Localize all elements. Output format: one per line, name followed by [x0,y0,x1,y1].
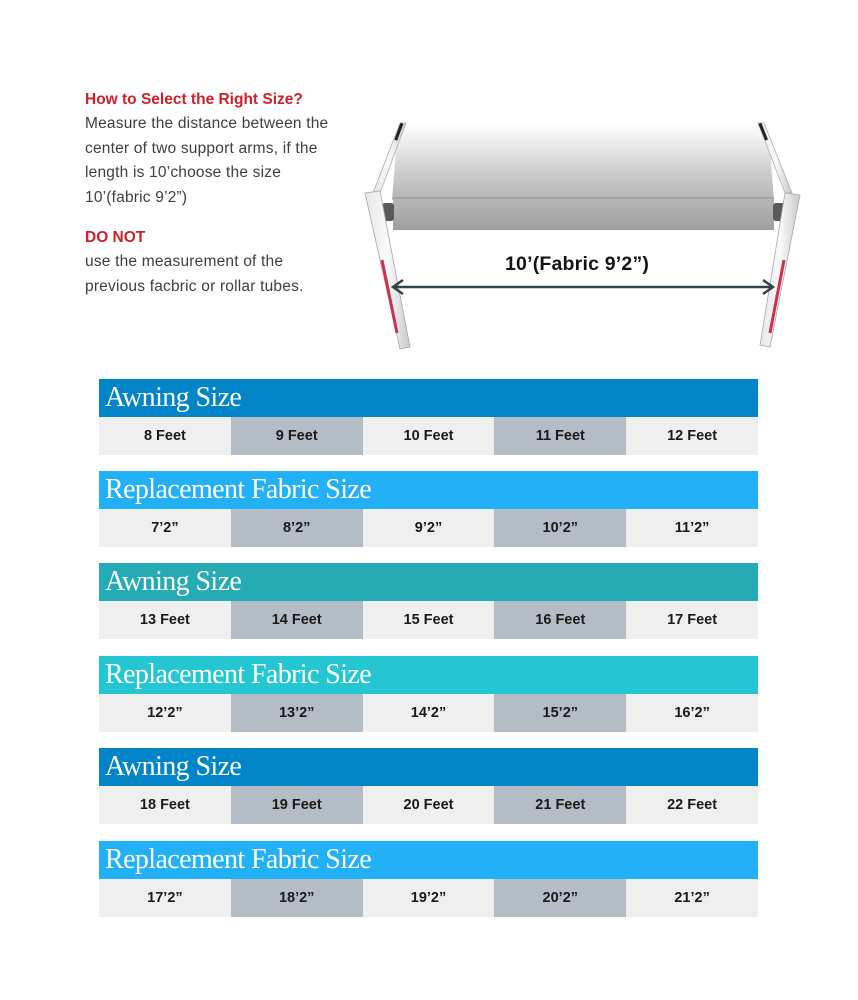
size-cell: 18 Feet [99,786,231,824]
fabric-size-table-1 [99,471,758,547]
awning-size-row [99,601,758,639]
size-cell: 19 Feet [231,786,363,824]
size-cell: 10’2” [494,509,626,547]
size-cell: 22 Feet [626,786,758,824]
roller-tube [393,198,774,230]
size-cell: 19’2” [363,879,495,917]
warning-heading: DO NOT [85,229,146,246]
size-cell: 12’2” [99,694,231,732]
fabric-size-header: Replacement Fabric Size [99,841,758,879]
fabric-size-header: Replacement Fabric Size [99,656,758,694]
size-cell: 17’2” [99,879,231,917]
size-cell: 8’2” [231,509,363,547]
size-cell: 20’2” [494,879,626,917]
fabric-size-row [99,509,758,547]
awning-size-row [99,417,758,455]
instruction-line: 10’(fabric 9’2”) [85,188,188,206]
size-cell: 16 Feet [494,601,626,639]
awning-size-table-1 [99,379,758,455]
awning-size-header: Awning Size [99,748,758,786]
instruction-line: Measure the distance between the [85,115,329,132]
warning-text [85,250,385,299]
awning-size-row [99,786,758,824]
size-guide-instructions [85,112,385,210]
size-cell: 9’2” [363,509,495,547]
awning-illustration [360,115,810,360]
fabric-size-table-3 [99,841,758,917]
size-cell: 11’2” [626,509,758,547]
awning-size-header: Awning Size [99,379,758,417]
awning-size-header: Awning Size [99,563,758,601]
warning-line: previous facbric or rollar tubes. [85,277,304,295]
fabric-size-header: Replacement Fabric Size [99,471,758,509]
warning-line: use the measurement of the [85,253,284,270]
size-cell: 20 Feet [363,786,495,824]
instruction-line: center of two support arms, if the [85,139,318,157]
fabric-size-row [99,694,758,732]
size-cell: 7’2” [99,509,231,547]
size-cell: 13’2” [231,694,363,732]
size-cell: 10 Feet [363,417,495,455]
awning-size-table-2 [99,563,758,639]
size-cell: 17 Feet [626,601,758,639]
size-cell: 21 Feet [494,786,626,824]
size-cell: 11 Feet [494,417,626,455]
size-cell: 14’2” [363,694,495,732]
instruction-line: length is 10’choose the size [85,164,282,181]
size-cell: 18’2” [231,879,363,917]
fabric-size-table-2 [99,656,758,732]
size-cell: 9 Feet [231,417,363,455]
size-cell: 13 Feet [99,601,231,639]
fabric-canopy [392,125,774,200]
size-guide-intro [85,90,385,299]
size-cell: 8 Feet [99,417,231,455]
size-cell: 21’2” [626,879,758,917]
size-cell: 16’2” [626,694,758,732]
size-cell: 14 Feet [231,601,363,639]
fabric-size-row [99,879,758,917]
size-cell: 15 Feet [363,601,495,639]
size-guide-heading: How to Select the Right Size? [85,91,303,108]
dimension-label: 10’(Fabric 9’2”) [505,253,650,275]
size-cell: 15’2” [494,694,626,732]
awning-measurement-diagram [360,115,810,360]
awning-size-table-3 [99,748,758,824]
size-cell: 12 Feet [626,417,758,455]
